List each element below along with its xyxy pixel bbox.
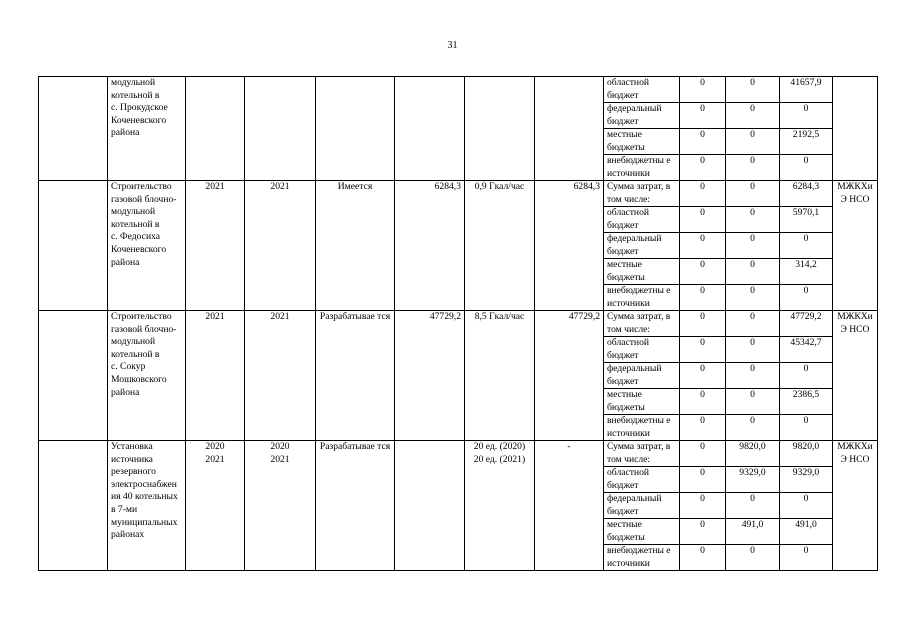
status-cell: Разрабатывае тся bbox=[316, 311, 395, 441]
status-cell bbox=[316, 77, 395, 181]
value-2020-cell: 0 bbox=[726, 311, 780, 337]
value-2021-cell: 314,2 bbox=[780, 259, 833, 285]
value-2020-cell: 0 bbox=[726, 207, 780, 233]
value-2019-cell: 0 bbox=[680, 129, 726, 155]
value-2019-cell: 0 bbox=[680, 233, 726, 259]
funding-source-text: федеральный бюджет bbox=[607, 103, 662, 127]
value-2019-cell: 0 bbox=[680, 363, 726, 389]
value-2020-cell: 0 bbox=[726, 233, 780, 259]
value-2019-cell: 0 bbox=[680, 285, 726, 311]
value-2019-cell: 0 bbox=[680, 155, 726, 181]
funding-source-text: местные бюджеты bbox=[607, 519, 645, 543]
funding-source-text: местные бюджеты bbox=[607, 129, 645, 153]
value-2019-cell: 0 bbox=[680, 259, 726, 285]
estimate-cell: 47729,2 bbox=[535, 311, 604, 441]
year-start-cell bbox=[186, 77, 245, 181]
value-2019-cell: 0 bbox=[680, 311, 726, 337]
funding-source-label bbox=[604, 285, 680, 311]
funding-source-label bbox=[604, 103, 680, 129]
value-2021-cell: 0 bbox=[780, 545, 833, 571]
funding-source-label bbox=[604, 181, 680, 207]
value-2021-cell: 41657,9 bbox=[780, 77, 833, 103]
value-2019-cell: 0 bbox=[680, 207, 726, 233]
value-2019-cell: 0 bbox=[680, 389, 726, 415]
year-end-cell: 2020 2021 bbox=[245, 441, 316, 571]
value-2020-cell: 9820,0 bbox=[726, 441, 780, 467]
funding-source-label bbox=[604, 441, 680, 467]
year-end-cell: 2021 bbox=[245, 181, 316, 311]
funding-source-label bbox=[604, 337, 680, 363]
value-2020-cell: 0 bbox=[726, 493, 780, 519]
funding-source-label bbox=[604, 467, 680, 493]
year-start-cell: 2021 bbox=[186, 311, 245, 441]
executor-cell: МЖКХи Э НСО bbox=[833, 441, 878, 571]
cost-cell: 6284,3 bbox=[395, 181, 465, 311]
funding-source-text: федеральный бюджет bbox=[607, 233, 662, 257]
value-2021-cell: 9820,0 bbox=[780, 441, 833, 467]
value-2019-cell: 0 bbox=[680, 493, 726, 519]
value-2021-cell: 491,0 bbox=[780, 519, 833, 545]
object-name-cell: Строительство газовой блочно- модульной котельной в с. Федосиха Коченевского района bbox=[108, 181, 186, 311]
value-2020-cell: 0 bbox=[726, 77, 780, 103]
table-row bbox=[39, 311, 878, 337]
year-end-cell bbox=[245, 77, 316, 181]
margin-cell bbox=[39, 77, 108, 181]
value-2021-cell: 9329,0 bbox=[780, 467, 833, 493]
funding-source-text: областной бюджет bbox=[607, 337, 650, 361]
object-name-cell: Строительство газовой блочно- модульной котельной в с. Сокур Мошковского района bbox=[108, 311, 186, 441]
year-start-cell: 2021 bbox=[186, 181, 245, 311]
funding-source-text: внебюджетны е источники bbox=[607, 285, 671, 309]
cost-cell bbox=[395, 77, 465, 181]
capacity-cell bbox=[465, 77, 535, 181]
value-2019-cell: 0 bbox=[680, 181, 726, 207]
funding-source-text: Сумма затрат, в том числе: bbox=[607, 181, 671, 205]
value-2020-cell: 0 bbox=[726, 259, 780, 285]
funding-source-text: областной бюджет bbox=[607, 207, 650, 231]
value-2019-cell: 0 bbox=[680, 519, 726, 545]
executor-cell bbox=[833, 77, 878, 181]
value-2019-cell: 0 bbox=[680, 337, 726, 363]
funding-source-text: федеральный бюджет bbox=[607, 363, 662, 387]
value-2019-cell: 0 bbox=[680, 441, 726, 467]
year-end-cell: 2021 bbox=[245, 311, 316, 441]
table-row bbox=[39, 181, 878, 207]
value-2021-cell: 6284,3 bbox=[780, 181, 833, 207]
estimate-cell: 6284,3 bbox=[535, 181, 604, 311]
funding-source-text: местные бюджеты bbox=[607, 389, 645, 413]
value-2020-cell: 0 bbox=[726, 285, 780, 311]
value-2021-cell: 0 bbox=[780, 155, 833, 181]
funding-source-text: Сумма затрат, в том числе: bbox=[607, 311, 671, 335]
funding-source-label bbox=[604, 77, 680, 103]
value-2020-cell: 0 bbox=[726, 337, 780, 363]
value-2021-cell: 2192,5 bbox=[780, 129, 833, 155]
funding-source-label bbox=[604, 259, 680, 285]
executor-cell: МЖКХи Э НСО bbox=[833, 311, 878, 441]
value-2020-cell: 0 bbox=[726, 545, 780, 571]
value-2021-cell: 0 bbox=[780, 233, 833, 259]
value-2020-cell: 0 bbox=[726, 363, 780, 389]
funding-source-text: областной бюджет bbox=[607, 467, 650, 491]
capacity-cell: 8,5 Гкал/час bbox=[465, 311, 535, 441]
year-start-cell: 2020 2021 bbox=[186, 441, 245, 571]
value-2021-cell: 5970,1 bbox=[780, 207, 833, 233]
estimate-cell: - bbox=[535, 441, 604, 571]
value-2020-cell: 491,0 bbox=[726, 519, 780, 545]
funding-source-label bbox=[604, 493, 680, 519]
value-2021-cell: 2386,5 bbox=[780, 389, 833, 415]
status-cell: Имеется bbox=[316, 181, 395, 311]
object-name-cell: модульной котельной в с. Прокудское Коченевского района bbox=[108, 77, 186, 181]
estimate-cell bbox=[535, 77, 604, 181]
funding-source-label bbox=[604, 207, 680, 233]
value-2020-cell: 0 bbox=[726, 181, 780, 207]
margin-cell bbox=[39, 311, 108, 441]
value-2020-cell: 0 bbox=[726, 155, 780, 181]
value-2019-cell: 0 bbox=[680, 545, 726, 571]
value-2020-cell: 0 bbox=[726, 103, 780, 129]
status-cell: Разрабатывае тся bbox=[316, 441, 395, 571]
funding-source-label bbox=[604, 155, 680, 181]
value-2020-cell: 0 bbox=[726, 129, 780, 155]
table-row bbox=[39, 77, 878, 103]
value-2020-cell: 0 bbox=[726, 415, 780, 441]
margin-cell bbox=[39, 441, 108, 571]
cost-cell: 47729,2 bbox=[395, 311, 465, 441]
value-2021-cell: 47729,2 bbox=[780, 311, 833, 337]
funding-source-text: внебюджетны е источники bbox=[607, 545, 671, 569]
funding-source-text: местные бюджеты bbox=[607, 259, 645, 283]
funding-source-label bbox=[604, 233, 680, 259]
funding-source-text: внебюджетны е источники bbox=[607, 415, 671, 439]
object-name-cell: Установка источника резервного электроснабжен ия 40 котельных в 7-ми муниципальных районах bbox=[108, 441, 186, 571]
funding-source-label bbox=[604, 363, 680, 389]
funding-source-label bbox=[604, 415, 680, 441]
funding-source-label bbox=[604, 545, 680, 571]
table-body bbox=[39, 77, 878, 571]
funding-source-label bbox=[604, 129, 680, 155]
cost-cell bbox=[395, 441, 465, 571]
value-2020-cell: 0 bbox=[726, 389, 780, 415]
funding-source-label bbox=[604, 311, 680, 337]
executor-cell: МЖКХи Э НСО bbox=[833, 181, 878, 311]
value-2021-cell: 0 bbox=[780, 363, 833, 389]
capacity-cell: 0,9 Гкал/час bbox=[465, 181, 535, 311]
value-2020-cell: 9329,0 bbox=[726, 467, 780, 493]
program-table bbox=[38, 76, 878, 571]
page-number: 31 bbox=[447, 40, 458, 51]
value-2021-cell: 0 bbox=[780, 415, 833, 441]
value-2019-cell: 0 bbox=[680, 103, 726, 129]
value-2021-cell: 0 bbox=[780, 103, 833, 129]
value-2021-cell: 45342,7 bbox=[780, 337, 833, 363]
value-2021-cell: 0 bbox=[780, 493, 833, 519]
table-row bbox=[39, 441, 878, 467]
value-2019-cell: 0 bbox=[680, 415, 726, 441]
value-2019-cell: 0 bbox=[680, 467, 726, 493]
funding-source-label bbox=[604, 389, 680, 415]
funding-source-text: федеральный бюджет bbox=[607, 493, 662, 517]
funding-source-label bbox=[604, 519, 680, 545]
funding-source-text: областной бюджет bbox=[607, 77, 650, 101]
value-2019-cell: 0 bbox=[680, 77, 726, 103]
funding-source-text: внебюджетны е источники bbox=[607, 155, 671, 179]
margin-cell bbox=[39, 181, 108, 311]
funding-source-text: Сумма затрат, в том числе: bbox=[607, 441, 671, 465]
value-2021-cell: 0 bbox=[780, 285, 833, 311]
capacity-cell: 20 ед. (2020) 20 ед. (2021) bbox=[465, 441, 535, 571]
